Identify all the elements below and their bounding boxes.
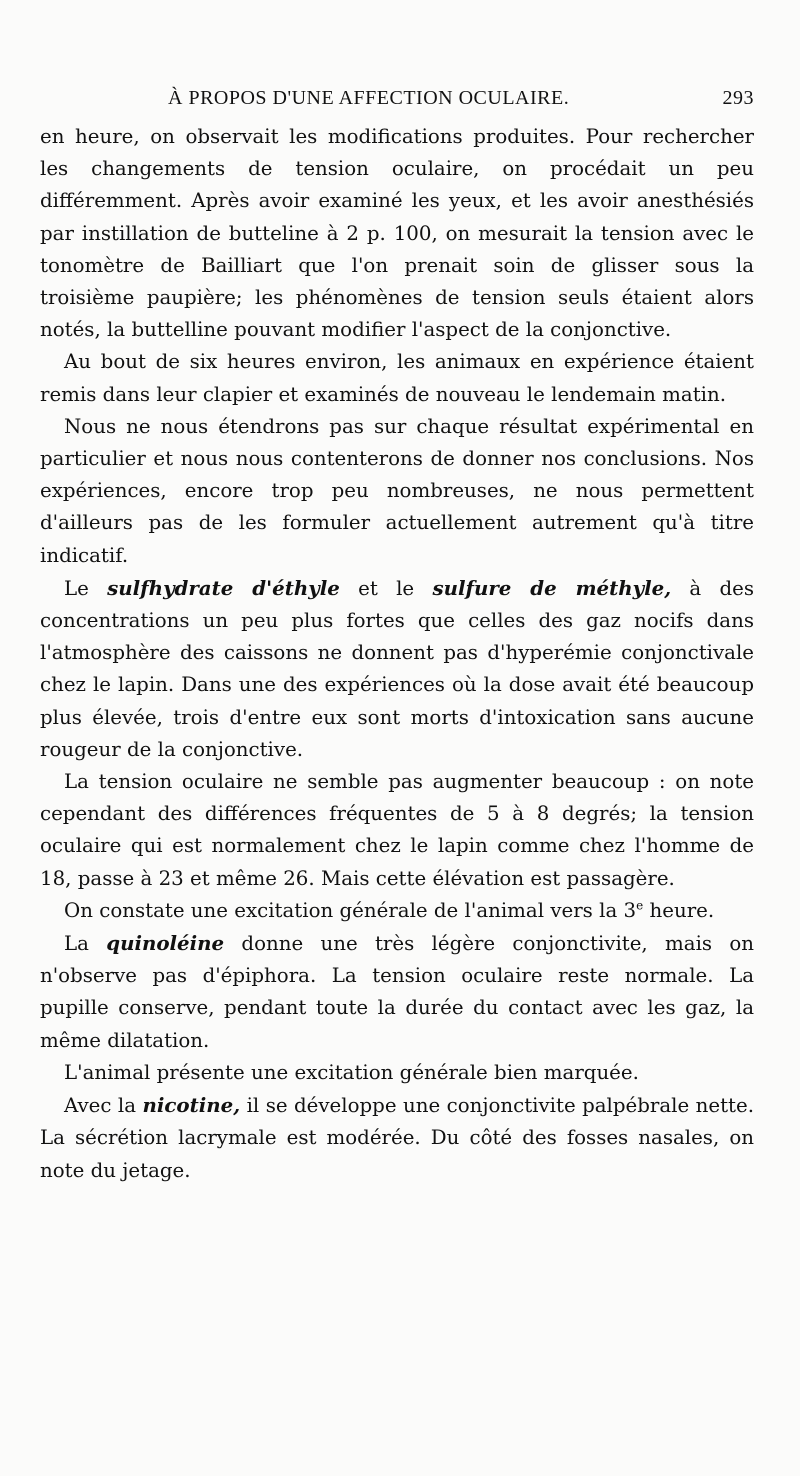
paragraph-9-text-a: Avec la (64, 1094, 143, 1118)
paragraph-3: Nous ne nous étendrons pas sur chaque résultat expérimental en particulier et nous nous contenterons de donner nos conclusions. Nos expériences, encore trop peu nombreuses, ne nous permettent d'ailleurs pas de les formuler actuellement autrement qu'à titre indicatif. (40, 414, 754, 567)
italic-term-sulfure: sulfure de méthyle, (432, 575, 672, 600)
body-text (40, 121, 754, 1187)
superscript-e: e (636, 898, 644, 913)
paragraph-4-text-c: à des concentrations un peu plus fortes que celles des gaz nocifs dans l'atmosphère des caissons ne donnent pas d'hyperémie conjonctivale chez le lapin. Dans une des expériences où la dose avait été beaucoup plus élevée, trois d'entre eux sont morts d'intoxication sans aucune rougeur de la conjonctive. (40, 576, 755, 761)
paragraph-5: La tension oculaire ne semble pas augmenter beaucoup : on note cependant des différences fréquentes de 5 à 8 degrés; la tension oculaire qui est normalement chez le lapin comme chez l'homme de 18, passe à 23 et même 26. Mais cette élévation est passagère. (40, 770, 754, 890)
page-header (40, 84, 754, 118)
italic-term-sulfhydrate: sulfhydrate d'éthyle (107, 575, 340, 600)
paragraph-8: L'animal présente une excitation générale bien marquée. (64, 1060, 639, 1084)
page-number: 293 (722, 87, 754, 109)
italic-term-nicotine: nicotine, (142, 1093, 241, 1118)
paragraph-4-text-b: et le (339, 576, 433, 600)
paragraph-7-text-b: donne une très légère conjonctivite, mais on n'observe pas d'épiphora. La tension oculaire reste normale. La pupille conserve, pendant toute la durée du contact avec les gaz, la même dilatation. (40, 932, 754, 1052)
paragraph-6-text-b: heure. (643, 898, 715, 922)
italic-term-quinoleine: quinoléine (106, 931, 225, 956)
paragraph-7 (40, 927, 754, 1057)
paragraph-4-text-a: Le (64, 576, 108, 600)
paragraph-1: en heure, on observait les modifications produites. Pour rechercher les changements de tension oculaire, on procédait un peu différemment. Après avoir examiné les yeux, et les avoir anesthésiés par instillation de butteline à 2 p. 100, on mesurait la tension avec le tonomètre de Bailliart que l'on prenait soin de glisser sous la troisième paupière; les phénomènes de tension seuls étaient alors notés, la buttelline pouvant modifier l'aspect de la conjonctive. (40, 125, 754, 342)
paragraph-9-text-b: il se développe une conjonctivite palpébrale nette. La sécrétion lacrymale est modérée. Du côté des fosses nasales, on note du jetage. (40, 1094, 754, 1182)
paragraph-2: Au bout de six heures environ, les animaux en expérience étaient remis dans leur clapier et examinés de nouveau le lendemain matin. (40, 350, 754, 406)
paragraph-9 (40, 1089, 754, 1187)
running-title: À PROPOS D'UNE AFFECTION OCULAIRE. (168, 87, 570, 109)
paragraph-4 (40, 572, 754, 766)
paragraph-7-text-a: La (64, 932, 107, 956)
paragraph-6 (40, 895, 754, 927)
book-page (40, 84, 754, 1187)
paragraph-6-text-a: On constate une excitation générale de l'animal vers la 3 (64, 898, 637, 922)
